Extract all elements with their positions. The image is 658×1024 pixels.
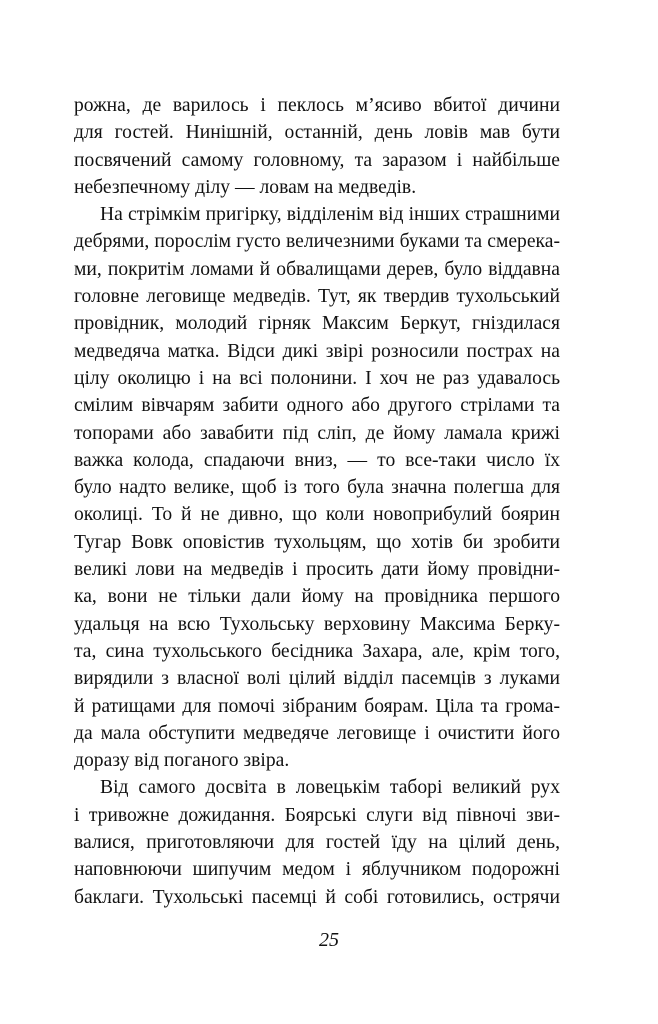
text-line: провідник, молодий гірняк Максим Беркут, гніздилася xyxy=(74,313,560,335)
text-line: дебрями, порослім густо величезними буками та смерека- xyxy=(74,231,560,253)
text-line: ми, покритім ломами й обвалищами дерев, було віддавна xyxy=(74,258,560,280)
text-line: баклаги. Тухольські пасемці й собі готовились, острячи xyxy=(74,886,560,908)
text-line: медведяча матка. Відси дикі звірі розносили пострах на xyxy=(74,340,560,362)
text-line: для гостей. Нинішній, останній, день ловів мав бути xyxy=(74,122,560,144)
text-line: й ратищами для помочі зібраним боярам. Ціла та грома- xyxy=(74,695,560,717)
text-line: валися, приготовляючи для гостей їду на цілий день, xyxy=(74,832,560,854)
text-line: вирядили з власної волі цілий відділ пасемців з луками xyxy=(74,668,560,690)
text-line: і тривожне дожидання. Боярські слуги від півночі зви- xyxy=(74,804,560,826)
text-line: Тугар Вовк оповістив тухольцям, що хотів би зробити xyxy=(74,531,560,553)
text-line: ка, вони не тільки дали йому на провідника першого xyxy=(74,586,560,608)
text-line: великі лови на медведів і просить дати йому провідни- xyxy=(74,559,560,581)
paragraph-first-line: Від самого досвіта в ловецькім таборі великий рух xyxy=(100,777,560,799)
page-number: 25 xyxy=(319,929,339,951)
text-line: важка колода, спадаючи вниз, — то все-таки число їх xyxy=(74,449,560,471)
body-text xyxy=(74,92,560,911)
text-line: небезпечному ділу — ловам на медведів. xyxy=(74,176,417,198)
text-line: цілу околицю і на всі полонини. І хоч не раз удавалось xyxy=(74,367,560,389)
text-line: доразу від поганого звіра. xyxy=(74,750,290,772)
text-line: околиці. То й не дивно, що коли новоприбулий боярин xyxy=(74,504,560,526)
text-line: головне леговище медведів. Тут, як твердив тухольський xyxy=(74,286,560,308)
text-line: наповнюючи шипучим медом і яблучником подорожні xyxy=(74,859,560,881)
text-line: було надто велике, щоб із того була значна полегша для xyxy=(74,477,560,499)
text-line: да мала обступити медведяче леговище і очистити його xyxy=(74,722,560,744)
text-line: удальця на всю Тухольську верховину Максима Берку- xyxy=(74,613,560,635)
text-line: смілим вівчарям забити одного або другого стрілами та xyxy=(74,395,560,417)
paragraph-first-line: На стрімкім пригірку, відділенім від інших страшними xyxy=(100,204,560,226)
text-line: та, сина тухольського бесідника Захара, але, крім того, xyxy=(74,640,560,662)
text-line: рожна, де варилось і пеклось м’ясиво вбитої дичини xyxy=(74,95,560,116)
text-line: топорами або завабити під сліп, де йому ламала крижі xyxy=(74,422,560,444)
text-line: посвячений самому головному, та заразом і найбільше xyxy=(74,149,560,171)
